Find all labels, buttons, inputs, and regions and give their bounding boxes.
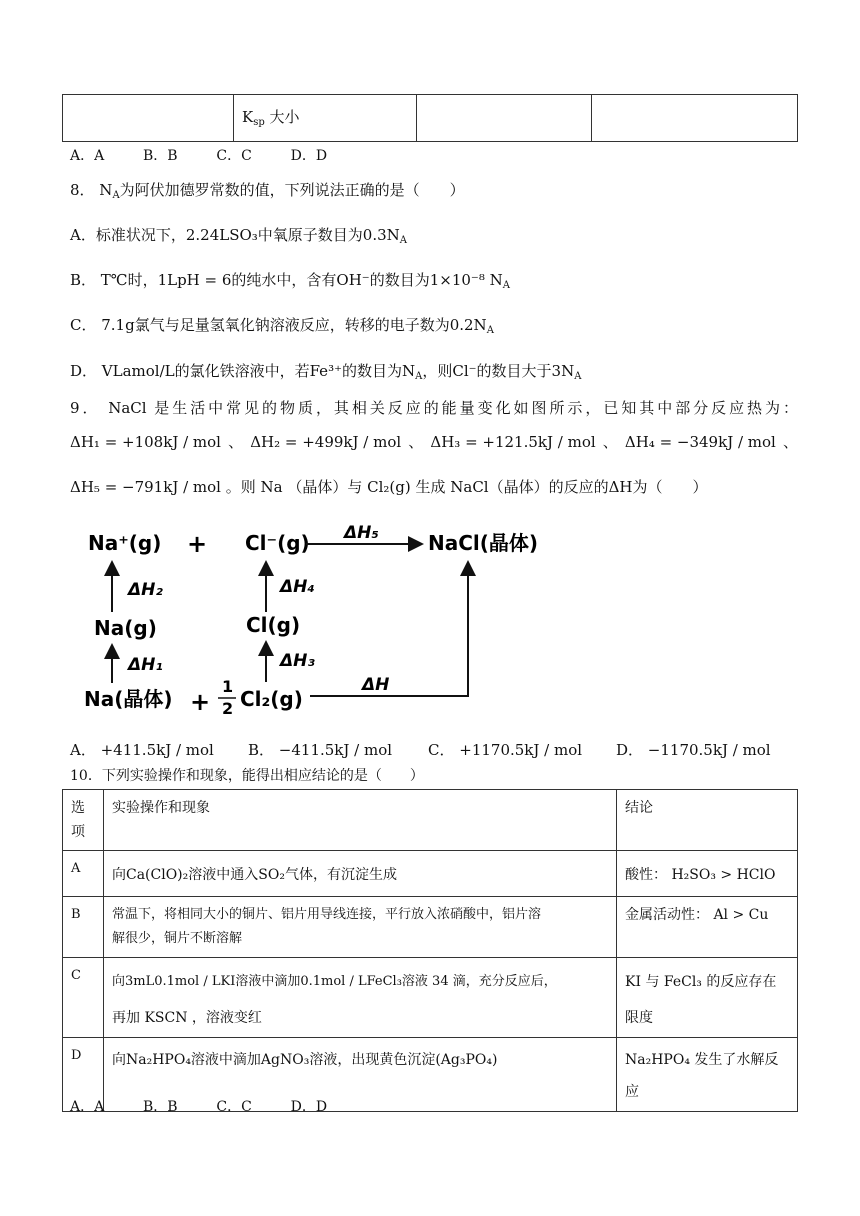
q7-option-b: B．B [143,148,178,164]
row-b-key: B [63,897,104,958]
top-table-cell-4 [592,95,798,142]
q10-options [70,1096,361,1117]
row-b-op-line2: 解很少，铜片不断溶解 [112,931,243,946]
row-b-op [104,897,617,958]
row-a-key: A [63,851,104,897]
q10-option-d: D．D [290,1099,328,1115]
row-b-op-line1: 常温下，将相同大小的铜片、铝片用导线连接，平行放入浓硝酸中，铝片溶 [112,907,542,922]
q8-d-sub2: A [574,371,582,382]
row-c-con [617,958,798,1038]
half-numerator: 1 [222,677,234,696]
top-table [62,94,798,142]
q7-option-a: A．A [70,148,105,164]
label-dh: ΔH [362,675,390,695]
q10-option-a: A．A [70,1099,105,1115]
q9-option-d: D． −1170.5kJ / mol [616,741,771,759]
row-d-con-line2: 应 [625,1084,639,1100]
table-row [63,897,798,958]
q9-dh1: ΔH₁ = +108kJ / mol [70,433,221,451]
ksp-sub: sp [253,117,265,128]
label-dh4: ΔH₄ [280,577,315,597]
nacl-crystal: NaCl(晶体) [428,531,539,555]
cl2-gas: Cl₂(g) [240,687,303,711]
q8-d-text: D． VLamol/L的氯化铁溶液中，若Fe³⁺的数目为N [70,362,416,380]
top-table-cell-2 [234,95,417,142]
top-table-cell-1 [63,95,234,142]
row-a-op-line1: 向Ca(ClO)₂溶液中通入SO₂气体，有沉淀生成 [112,867,397,883]
row-c-op [104,958,617,1038]
q7-options [70,145,361,166]
row-c-con-line1: KI 与 FeCl₃ 的反应存在 [625,974,777,990]
q8-a-text: A．标准状况下，2.24LSO₃中氧原子数目为0.3N [70,226,400,244]
row-c-op-line2: 再加 KSCN ，溶液变红 [112,1010,262,1026]
q8-c-sub: A [486,325,494,336]
row-c-con-line2: 限度 [625,1010,653,1026]
q8-b-sub: A [502,280,510,291]
q10-stem: 10．下列实验操作和现象，能得出相应结论的是（ ） [70,768,424,784]
energy-cycle-diagram [70,520,540,720]
label-dh5: ΔH₅ [344,523,379,543]
q9-sep2: 、 [408,433,424,451]
row-d-op-line1: 向Na₂HPO₄溶液中滴加AgNO₃溶液，出现黄色沉淀(Ag₃PO₄) [112,1052,498,1068]
header-xuan: 选 [71,800,85,816]
ksp-symbol: K [242,108,254,126]
table-row [63,851,798,897]
q9-option-b: B． −411.5kJ / mol [248,741,393,759]
q10-option-c: C．C [216,1099,252,1115]
q10-header-row [63,790,798,851]
q10-header-col3: 结论 [617,790,798,851]
row-a-con [617,851,798,897]
row-a-con-line1: 酸性： H₂SO₃ > HClO [625,867,776,883]
q9-option-c: C． +1170.5kJ / mol [428,741,583,759]
half-denominator: 2 [222,699,234,718]
q8-b-text: B． T℃时，1LpH = 6的纯水中，含有OH⁻的数目为1×10⁻⁸ N [70,271,503,289]
ksp-tail: 大小 [269,108,300,126]
row-d-key: D [63,1038,104,1112]
q8-a-sub: A [399,235,407,246]
plus-sign-bottom: + [190,688,211,716]
row-b-con [617,897,798,958]
cl-minus-gas: Cl⁻(g) [245,531,310,555]
q8-d-tail: ，则Cl⁻的数目大于3N [422,362,575,380]
na-crystal: Na(晶体) [84,687,173,711]
q9-line2 [70,432,798,452]
q9-line3: ΔH₅ = −791kJ / mol 。则 Na （晶体）与 Cl₂(g) 生成 NaCl（晶体）的反应的ΔH为（ ） [70,478,708,496]
q7-option-d: D．D [290,148,328,164]
header-xiang: 项 [71,824,85,840]
q10-table [62,789,798,1112]
na-gas: Na(g) [94,616,157,640]
q8-stem [70,180,465,206]
q8-stem-start: 8． N [70,181,113,199]
q10-header-col1 [63,790,104,851]
q8-option-d [70,361,581,387]
q9-dh3: ΔH₃ = +121.5kJ / mol [430,433,596,451]
q10-option-b: B．B [143,1099,178,1115]
q9-sep1: 、 [228,433,244,451]
cl-gas: Cl(g) [246,613,301,637]
q8-stem-sub: A [112,190,120,201]
table-row [63,958,798,1038]
row-b-con-line1: 金属活动性： Al > Cu [625,907,769,923]
row-d-con-line1: Na₂HPO₄ 发生了水解反 [625,1052,779,1068]
plus-sign-top: + [187,530,208,558]
q9-dh4: ΔH₄ = −349kJ / mol [624,433,776,451]
q9-option-a: A． +411.5kJ / mol [70,741,214,759]
q9-sep3: 、 [602,433,618,451]
q8-option-b [70,270,510,296]
q8-option-a [70,225,407,251]
na-plus-gas: Na⁺(g) [88,531,162,555]
q8-option-c [70,315,494,341]
label-dh3: ΔH₃ [280,651,315,671]
top-table-cell-3 [417,95,592,142]
q8-c-text: C． 7.1g氯气与足量氢氧化钠溶液反应，转移的电子数为0.2N [70,316,487,334]
q9-line1: 9． NaCl 是生活中常见的物质，其相关反应的能量变化如图所示，已知其中部分反应热为： [70,399,798,417]
q7-option-c: C．C [216,148,252,164]
label-dh1: ΔH₁ [128,655,163,675]
q10-header-col2: 实验操作和现象 [104,790,617,851]
row-c-op-line1: 向3mL0.1mol / LKI溶液中滴加0.1mol / LFeCl₃溶液 34 滴，充分反应后， [112,974,557,989]
q8-stem-tail: 为阿伏加德罗常数的值，下列说法正确的是（ ） [119,181,465,199]
row-d-con [617,1038,798,1112]
q9-sep4: 、 [782,433,798,451]
row-a-op [104,851,617,897]
q9-dh2: ΔH₂ = +499kJ / mol [250,433,402,451]
label-dh2: ΔH₂ [128,580,163,600]
q8-d-sub: A [415,371,423,382]
row-c-key: C [63,958,104,1038]
